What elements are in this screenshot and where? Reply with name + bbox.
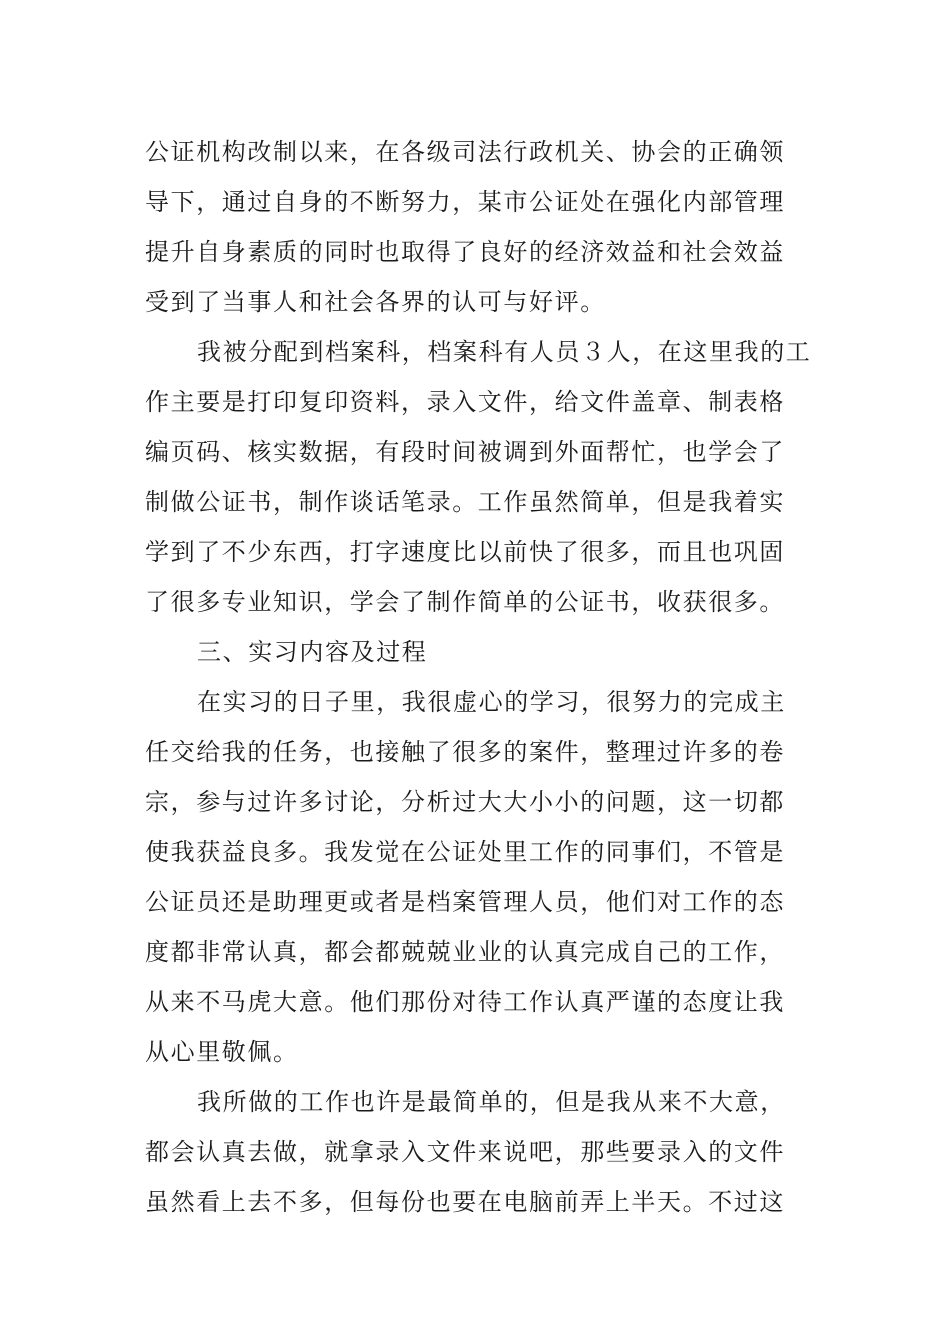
paragraph-2-line-6: 了很多专业知识，学会了制作简单的公证书，收获很多。	[145, 588, 785, 616]
paragraph-1-line-4: 受到了当事人和社会各界的认可与好评。	[145, 288, 606, 316]
paragraph-2-line-2: 作主要是打印复印资料，录入文件，给文件盖章、制表格	[145, 388, 785, 416]
paragraph-3-line-5: 公证员还是助理更或者是档案管理人员，他们对工作的态	[145, 888, 785, 916]
paragraph-2-line-3: 编页码、核实数据，有段时间被调到外面帮忙，也学会了	[145, 438, 785, 466]
document-body	[145, 127, 812, 1227]
paragraph-3-line-7: 从来不马虎大意。他们那份对待工作认真严谨的态度让我	[145, 988, 785, 1016]
section-heading: 三、实习内容及过程	[197, 638, 428, 666]
paragraph-3-line-4: 使我获益良多。我发觉在公证处里工作的同事们，不管是	[145, 838, 785, 866]
paragraph-3-line-6: 度都非常认真，都会都兢兢业业的认真完成自己的工作，	[145, 938, 785, 966]
paragraph-2-line-5: 学到了不少东西，打字速度比以前快了很多，而且也巩固	[145, 538, 785, 566]
paragraph-3-line-8: 从心里敬佩。	[145, 1038, 299, 1066]
paragraph-4-line-2: 都会认真去做，就拿录入文件来说吧，那些要录入的文件	[145, 1138, 785, 1166]
paragraph-3-line-2: 任交给我的任务，也接触了很多的案件，整理过许多的卷	[145, 738, 785, 766]
paragraph-4-line-1: 我所做的工作也许是最简单的，但是我从来不大意，	[197, 1088, 786, 1116]
paragraph-1-line-2: 导下，通过自身的不断努力，某市公证处在强化内部管理	[145, 188, 785, 216]
paragraph-1-line-3: 提升自身素质的同时也取得了良好的经济效益和社会效益	[145, 238, 785, 266]
paragraph-1-line-1: 公证机构改制以来，在各级司法行政机关、协会的正确领	[145, 138, 785, 166]
paragraph-2-line-4: 制做公证书，制作谈话笔录。工作虽然简单，但是我着实	[145, 488, 785, 516]
paragraph-3-line-1: 在实习的日子里，我很虚心的学习，很努力的完成主	[197, 688, 786, 716]
paragraph-2-line-1: 我被分配到档案科，档案科有人员３人，在这里我的工	[197, 338, 812, 366]
paragraph-3-line-3: 宗，参与过许多讨论，分析过大大小小的问题，这一切都	[145, 788, 785, 816]
paragraph-4-line-3: 虽然看上去不多，但每份也要在电脑前弄上半天。不过这	[145, 1188, 785, 1216]
